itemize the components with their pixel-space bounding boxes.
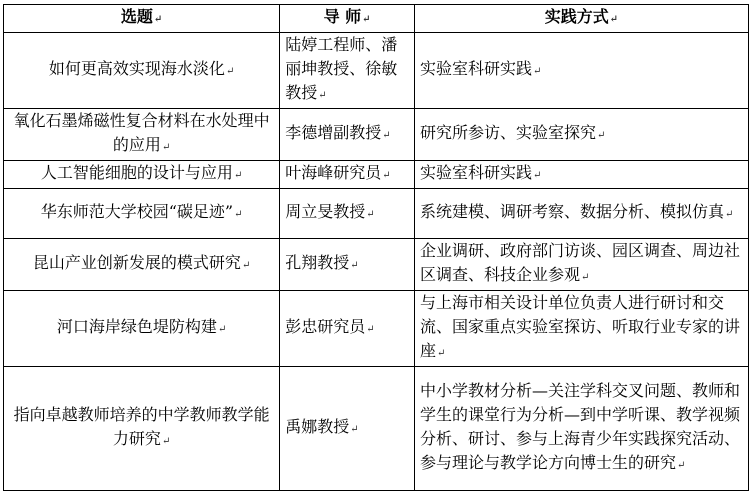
header-row xyxy=(4,5,749,33)
table-row xyxy=(4,109,749,161)
method-cell: 实验室科研实践↵ xyxy=(414,161,748,189)
topic-cell: 华东师范大学校园“碳足迹”↵ xyxy=(4,189,280,239)
topic-cell: 河口海岸绿色堤防构建↵ xyxy=(4,291,280,367)
mentor-cell: 彭忠研究员↵ xyxy=(280,291,415,367)
mentor-cell: 周立旻教授↵ xyxy=(280,189,415,239)
header-topic: 选题↵ xyxy=(4,5,280,33)
topic-cell: 指向卓越教师培养的中学教师教学能力研究↵ xyxy=(4,367,280,491)
mentor-cell: 禹娜教授↵ xyxy=(280,367,415,491)
table-row xyxy=(4,367,749,491)
mentor-cell: 孔翔教授↵ xyxy=(280,239,415,291)
table-row xyxy=(4,189,749,239)
table-row xyxy=(4,33,749,109)
method-cell: 与上海市相关设计单位负责人进行研讨和交流、国家重点实验室探访、听取行业专家的讲座↵ xyxy=(414,291,748,367)
table-row xyxy=(4,239,749,291)
method-cell: 企业调研、政府部门访谈、园区调查、周边社区调查、科技企业参观↵ xyxy=(414,239,748,291)
method-cell: 中小学教材分析—关注学科交叉问题、教师和学生的课堂行为分析—到中学听课、教学视频分析、研讨、参与上海青少年实践探究活动、参与理论与教学论方向博士生的研究↵ xyxy=(414,367,748,491)
header-mentor: 导 师↵ xyxy=(280,5,415,33)
mentor-cell: 叶海峰研究员↵ xyxy=(280,161,415,189)
mentor-cell: 陆婷工程师、潘丽坤教授、徐敏教授↵ xyxy=(280,33,415,109)
table-row xyxy=(4,161,749,189)
course-table xyxy=(3,4,749,491)
mentor-cell: 李德增副教授↵ xyxy=(280,109,415,161)
topic-cell: 如何更高效实现海水淡化↵ xyxy=(4,33,280,109)
table-row xyxy=(4,291,749,367)
header-method: 实践方式↵ xyxy=(414,5,748,33)
method-cell: 研究所参访、实验室探究↵ xyxy=(414,109,748,161)
topic-cell: 人工智能细胞的设计与应用↵ xyxy=(4,161,280,189)
topic-cell: 氧化石墨烯磁性复合材料在水处理中的应用↵ xyxy=(4,109,280,161)
topic-cell: 昆山产业创新发展的模式研究↵ xyxy=(4,239,280,291)
method-cell: 系统建模、调研考察、数据分析、模拟仿真↵ xyxy=(414,189,748,239)
method-cell: 实验室科研实践↵ xyxy=(414,33,748,109)
